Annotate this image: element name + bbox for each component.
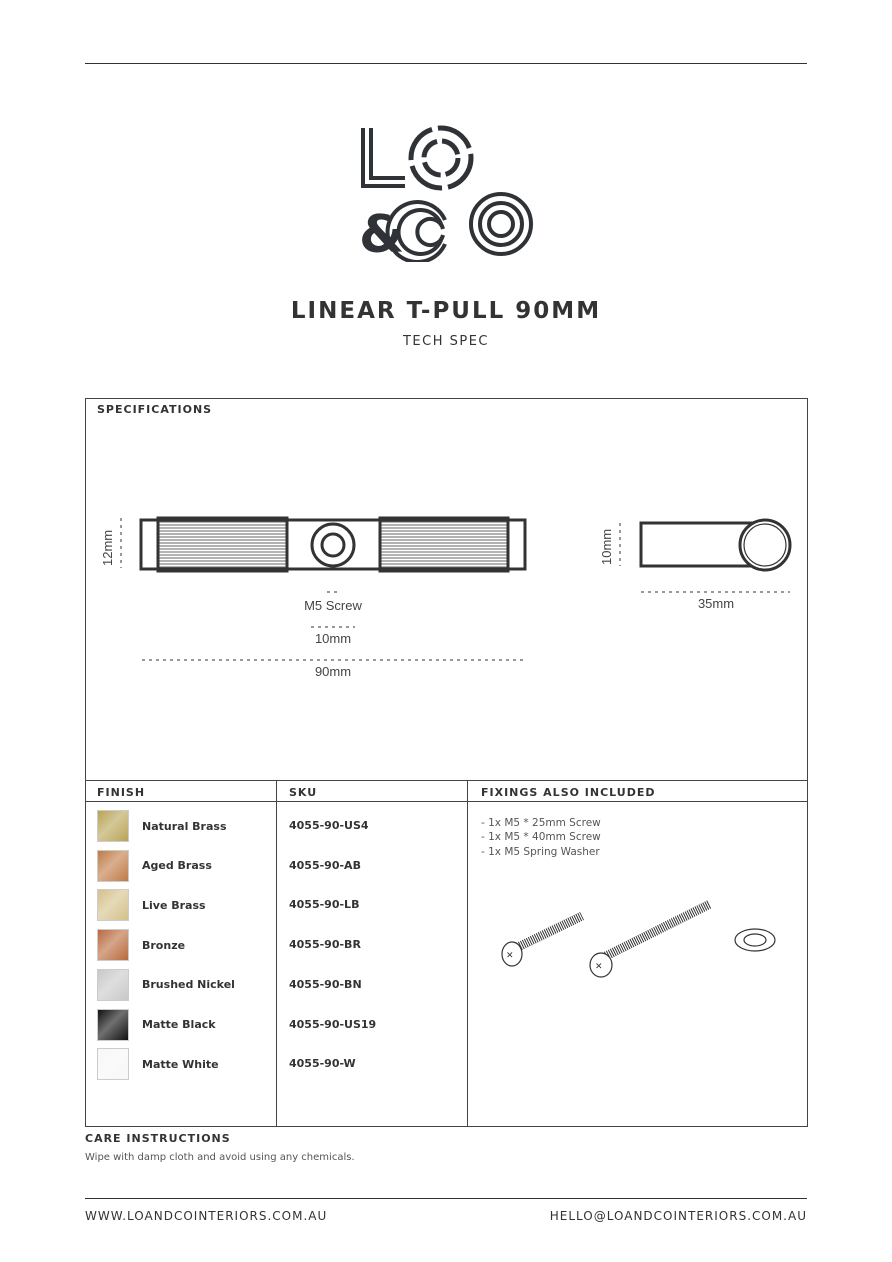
finish-header: FINISH: [97, 786, 146, 799]
grip-right: [380, 518, 508, 571]
divider: [86, 780, 807, 781]
column-divider: [276, 780, 277, 1126]
finish-row: [97, 1008, 216, 1042]
sku-value: 4055-90-LB: [289, 898, 360, 912]
fixing-item: - 1x M5 * 40mm Screw: [481, 831, 601, 843]
fixing-item: - 1x M5 Spring Washer: [481, 846, 600, 858]
sku-value: 4055-90-BN: [289, 977, 362, 991]
sku-value: 4055-90-US4: [289, 819, 369, 832]
length-dimension: 90mm: [314, 664, 352, 679]
finish-row: [97, 849, 212, 883]
mount-ring: [312, 524, 354, 566]
finish-swatch: [97, 969, 129, 1001]
fixings-header: FIXINGS ALSO INCLUDED: [481, 786, 656, 799]
finish-swatch: [97, 850, 129, 882]
finish-swatch: [97, 929, 129, 961]
divider: [86, 801, 807, 802]
finish-row: [97, 809, 227, 843]
screw-dimension: M5 Screw: [304, 598, 362, 613]
finish-swatch: [97, 1009, 129, 1041]
finish-name: Brushed Nickel: [142, 978, 235, 992]
finish-name: Aged Brass: [142, 859, 212, 873]
sku-header: SKU: [289, 786, 318, 799]
finish-row: [97, 1047, 219, 1081]
finish-name: Live Brass: [142, 898, 206, 912]
spring-washer: [735, 929, 775, 951]
sku-value: 4055-90-AB: [289, 858, 361, 872]
pull-body-front: [141, 520, 525, 569]
screw-25mm: [512, 916, 582, 950]
front-height-dimension: 12mm: [100, 529, 115, 566]
specifications-label: SPECIFICATIONS: [97, 403, 213, 416]
fixings-illustration: [490, 890, 790, 990]
screw-40mm: [602, 904, 710, 958]
website-link[interactable]: WWW.LOANDCOINTERIORS.COM.AU: [85, 1209, 328, 1223]
side-height-dimension: 10mm: [599, 528, 614, 565]
svg-text:&: &: [359, 205, 405, 262]
svg-text:✕: ✕: [595, 962, 603, 972]
email-link[interactable]: HELLO@LOANDCOINTERIORS.COM.AU: [549, 1209, 807, 1223]
finish-row: [97, 888, 206, 922]
care-text: Wipe with damp cloth and avoid using any chemicals.: [85, 1152, 355, 1163]
hole-spacing-dimension: 10mm: [314, 631, 352, 646]
finish-name: Matte White: [142, 1057, 219, 1071]
page-title: LINEAR T-PULL 90MM: [290, 298, 602, 324]
finish-row: [97, 968, 235, 1002]
sku-value: 4055-90-US19: [289, 1017, 377, 1031]
column-divider: [467, 780, 468, 1126]
finish-name: Matte Black: [142, 1018, 216, 1031]
projection-dimension: 35mm: [697, 596, 735, 611]
finish-swatch: [97, 1048, 129, 1080]
finish-swatch: [97, 889, 129, 921]
finish-name: Bronze: [142, 938, 186, 952]
footer-rule: [85, 1198, 807, 1199]
fixing-item: - 1x M5 * 25mm Screw: [481, 817, 601, 829]
grip-left: [158, 518, 287, 571]
finish-swatch: [97, 810, 129, 842]
sku-value: 4055-90-BR: [289, 938, 361, 952]
sku-value: 4055-90-W: [289, 1057, 356, 1071]
finish-row: [97, 928, 185, 962]
screw-hole: [322, 534, 344, 556]
svg-text:✕: ✕: [506, 951, 514, 961]
finish-name: Natural Brass: [142, 819, 227, 833]
page-subtitle: TECH SPEC: [402, 334, 490, 349]
care-label: CARE INSTRUCTIONS: [85, 1132, 231, 1145]
